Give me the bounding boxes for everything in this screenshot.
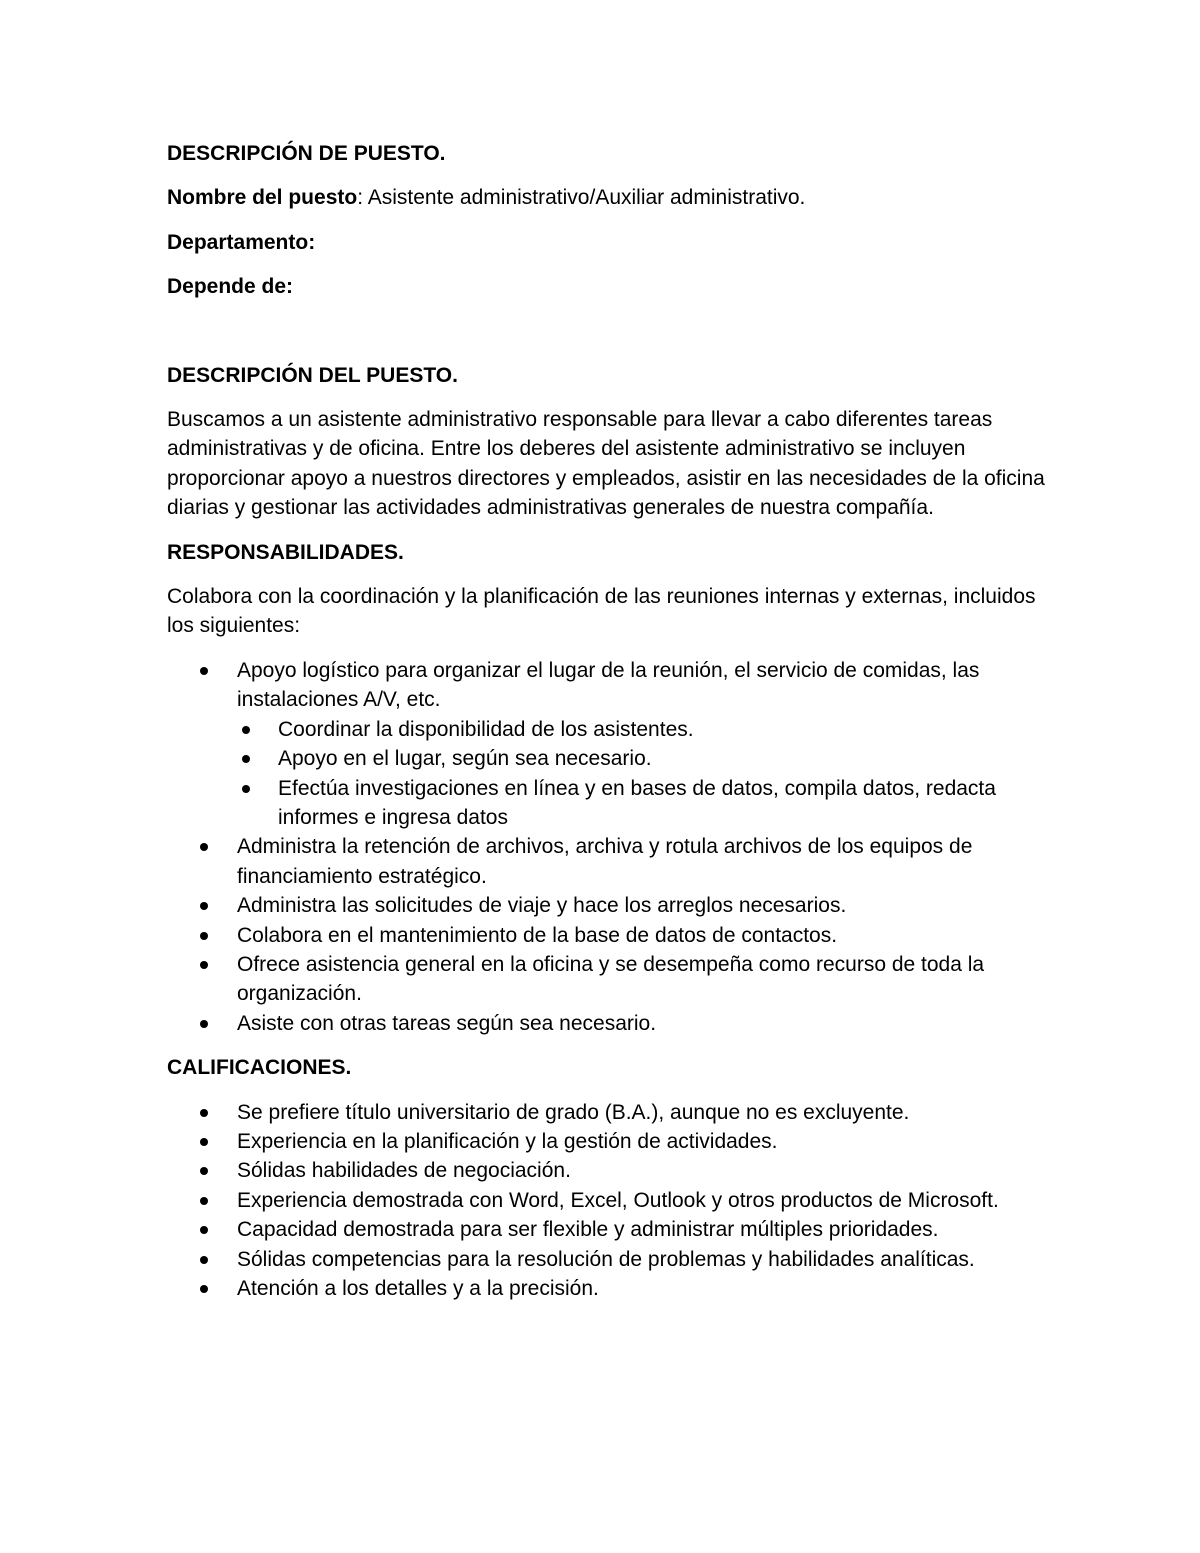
- bullet-icon: [200, 1256, 208, 1264]
- bullet-icon: [200, 1197, 208, 1205]
- list-item-text: Atención a los detalles y a la precisión.: [237, 1277, 599, 1300]
- field-label: Departamento:: [167, 230, 316, 254]
- bullet-icon: [200, 1109, 208, 1117]
- bullet-icon: [200, 843, 208, 851]
- list-item-text: Apoyo en el lugar, según sea necesario.: [278, 747, 652, 771]
- responsibilities-list: [167, 656, 1047, 1038]
- list-item: [167, 1186, 1047, 1215]
- qualifications-list: [167, 1098, 1047, 1304]
- list-item: [167, 656, 1047, 715]
- list-item: [167, 1127, 1047, 1156]
- field-reports-to: [167, 272, 1047, 301]
- list-item: [167, 1009, 1047, 1038]
- list-item-text: Sólidas competencias para la resolución de problemas y habilidades analíticas.: [237, 1247, 975, 1271]
- bullet-icon: [242, 785, 250, 793]
- spacer: [167, 317, 1047, 361]
- list-item: [167, 1215, 1047, 1244]
- field-label: Nombre del puesto: [167, 186, 358, 210]
- bullet-icon: [200, 1226, 208, 1234]
- list-item-text: Colabora en el mantenimiento de la base de datos de contactos.: [237, 923, 838, 947]
- list-item-text: Coordinar la disponibilidad de los asistentes.: [278, 717, 694, 741]
- list-item: [167, 1098, 1047, 1127]
- bullet-icon: [200, 1285, 208, 1293]
- bullet-icon: [200, 961, 208, 969]
- list-item-text: Efectúa investigaciones en línea y en bases de datos, compila datos, redacta informes e ingresa datos: [278, 776, 996, 829]
- list-item: [167, 1274, 1047, 1303]
- section-title-qualifications: CALIFICACIONES.: [167, 1056, 352, 1080]
- list-item-text: Capacidad demostrada para ser flexible y administrar múltiples prioridades.: [237, 1218, 939, 1242]
- list-item: [167, 774, 1047, 833]
- list-item: [167, 1156, 1047, 1185]
- list-item: [167, 950, 1047, 1009]
- bullet-icon: [242, 726, 250, 734]
- list-item-text: Administra las solicitudes de viaje y hace los arreglos necesarios.: [237, 894, 847, 918]
- list-item-text: Apoyo logístico para organizar el lugar de la reunión, el servicio de comidas, las instalaciones A/V, etc.: [237, 658, 980, 712]
- bullet-icon: [200, 1167, 208, 1175]
- description-paragraph: Buscamos a un asistente administrativo responsable para llevar a cabo diferentes tareas administrativas y de oficina. Entre los deberes del asistente administrativo se incluyen proporcionar apoyo a nuestros directores y empleados, asistir en las necesidades de la oficina diarias y gestionar las actividades administrativas generales de nuestra compañía.: [167, 408, 1045, 520]
- field-department: [167, 228, 1047, 257]
- list-item: [167, 1245, 1047, 1274]
- document-title: DESCRIPCIÓN DE PUESTO.: [167, 142, 446, 165]
- section-title-description: DESCRIPCIÓN DEL PUESTO.: [167, 363, 458, 387]
- bullet-icon: [200, 902, 208, 910]
- bullet-icon: [242, 755, 250, 763]
- field-value: Asistente administrativo/Auxiliar administrativo.: [367, 186, 806, 210]
- bullet-icon: [200, 932, 208, 940]
- list-item-text: Sólidas habilidades de negociación.: [237, 1159, 571, 1183]
- list-item-text: Experiencia demostrada con Word, Excel, Outlook y otros productos de Microsoft.: [237, 1188, 999, 1212]
- bullet-icon: [200, 1020, 208, 1028]
- list-item: [167, 744, 1047, 773]
- responsibilities-intro: Colabora con la coordinación y la planificación de las reuniones internas y externas, incluidos los siguientes:: [167, 585, 1036, 638]
- list-item: [167, 891, 1047, 920]
- list-item-text: Se prefiere título universitario de grado (B.A.), aunque no es excluyente.: [237, 1100, 910, 1124]
- list-item: [167, 921, 1047, 950]
- document-page: [167, 139, 1047, 1318]
- bullet-icon: [200, 1138, 208, 1146]
- list-item-text: Ofrece asistencia general en la oficina y se desempeña como recurso de toda la organización.: [237, 952, 985, 1006]
- list-item: [167, 832, 1047, 891]
- bullet-icon: [200, 667, 208, 675]
- field-separator: :: [357, 186, 368, 210]
- field-label: Depende de:: [167, 275, 294, 299]
- list-item-text: Experiencia en la planificación y la gestión de actividades.: [237, 1129, 778, 1153]
- section-title-responsibilities: RESPONSABILIDADES.: [167, 540, 404, 564]
- list-item-text: Asiste con otras tareas según sea necesario.: [237, 1011, 657, 1035]
- field-job-name: [167, 183, 1047, 212]
- list-item-text: Administra la retención de archivos, archiva y rotula archivos de los equipos de financiamiento estratégico.: [237, 835, 973, 888]
- list-item: [167, 715, 1047, 744]
